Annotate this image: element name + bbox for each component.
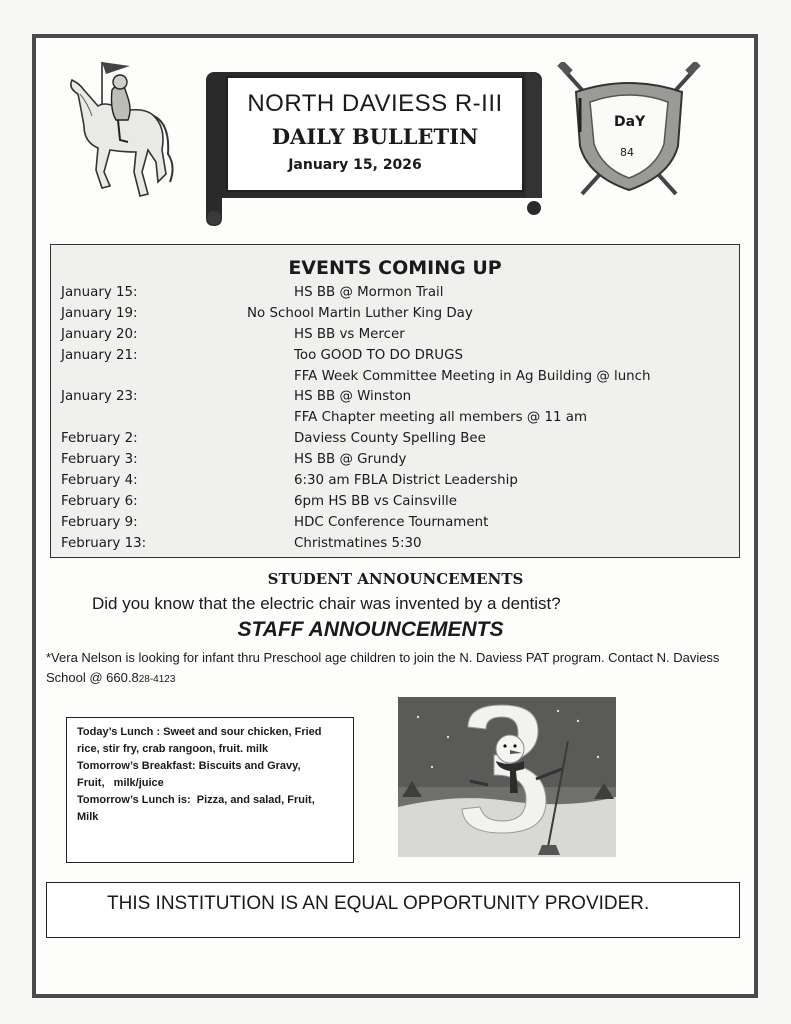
events-box — [50, 244, 740, 558]
event-description: 6:30 am FBLA District Leadership — [294, 473, 518, 489]
equal-opportunity-statement: THIS INSTITUTION IS AN EQUAL OPPORTUNITY PROVIDER. — [107, 893, 650, 914]
menu-line: rice, stir fry, crab rangoon, fruit. milk — [77, 743, 269, 755]
event-description: HS BB @ Mormon Trail — [294, 285, 444, 300]
footer-box — [46, 882, 740, 938]
event-row — [61, 285, 731, 306]
event-date: January 21: — [61, 347, 138, 363]
events-title: EVENTS COMING UP — [288, 257, 502, 279]
event-description: Christmatines 5:30 — [294, 535, 422, 551]
event-date: February 2: — [61, 431, 138, 447]
shield-icon — [556, 62, 702, 202]
menu-line: Tomorrow’s Breakfast: Biscuits and Gravy, — [77, 760, 301, 772]
staff-announcements-heading: STAFF ANNOUNCEMENTS — [237, 618, 504, 641]
bulletin-title: DAILY BULLETIN — [271, 124, 479, 149]
event-description: HDC Conference Tournament — [294, 514, 489, 530]
events-list — [61, 285, 731, 557]
event-date: February 3: — [61, 452, 138, 468]
event-description: Too GOOD TO DO DRUGS — [294, 347, 463, 363]
event-date: February 9: — [61, 514, 138, 530]
event-row — [61, 494, 731, 515]
event-date: February 6: — [61, 493, 138, 509]
event-description: HS BB vs Mercer — [294, 326, 405, 342]
event-row — [61, 327, 731, 348]
staff-announcement-phone-suffix: 28-4123 — [138, 674, 176, 685]
menu-box — [66, 717, 354, 863]
event-description: FFA Week Committee Meeting in Ag Building @ lunch — [294, 368, 651, 384]
event-row — [61, 452, 731, 473]
event-row — [61, 369, 731, 390]
day-number: 84 — [620, 146, 634, 159]
student-fact: Did you know that the electric chair was invented by a dentist? — [92, 594, 561, 613]
school-name: NORTH DAVIESS R-III — [247, 90, 503, 117]
staff-announcement-text — [46, 648, 746, 690]
bulletin-date: January 15, 2026 — [288, 157, 422, 173]
day-label: DaY — [614, 114, 646, 130]
event-row — [61, 473, 731, 494]
event-date: January 23: — [61, 389, 138, 405]
event-date: January 19: — [61, 305, 138, 321]
event-row — [61, 536, 731, 557]
event-date: February 4: — [61, 473, 138, 489]
event-description: 6pm HS BB vs Cainsville — [294, 493, 457, 509]
event-date: February 13: — [61, 535, 147, 551]
event-description: HS BB @ Winston — [294, 389, 412, 405]
menu-line: Milk — [77, 811, 99, 823]
knight-logo — [58, 54, 178, 206]
event-row — [61, 410, 731, 431]
event-row — [61, 389, 731, 410]
event-row — [61, 515, 731, 536]
event-date: January 15: — [61, 285, 138, 300]
title-box — [226, 76, 524, 192]
event-row — [61, 431, 731, 452]
event-row — [61, 306, 731, 327]
staff-announcement-main: *Vera Nelson is looking for infant thru Preschool age children to join the N. Daviess PAT program. Contact N. Daviess School @ 660.8 — [46, 650, 720, 685]
student-announcements-heading: STUDENT ANNOUNCEMENTS — [267, 570, 524, 588]
menu-line: Fruit, milk/juice — [77, 777, 164, 789]
event-row — [61, 348, 731, 369]
event-description: No School Martin Luther King Day — [247, 305, 473, 321]
menu-line: Today’s Lunch : Sweet and sour chicken, Fried — [77, 726, 322, 738]
event-date: January 20: — [61, 326, 138, 342]
event-description: HS BB @ Grundy — [294, 452, 407, 468]
event-description: Daviess County Spelling Bee — [294, 431, 486, 447]
menu-line: Tomorrow’s Lunch is: Pizza, and salad, Fruit, — [77, 794, 315, 806]
snowman-image — [398, 697, 616, 857]
event-description: FFA Chapter meeting all members @ 11 am — [294, 410, 588, 426]
